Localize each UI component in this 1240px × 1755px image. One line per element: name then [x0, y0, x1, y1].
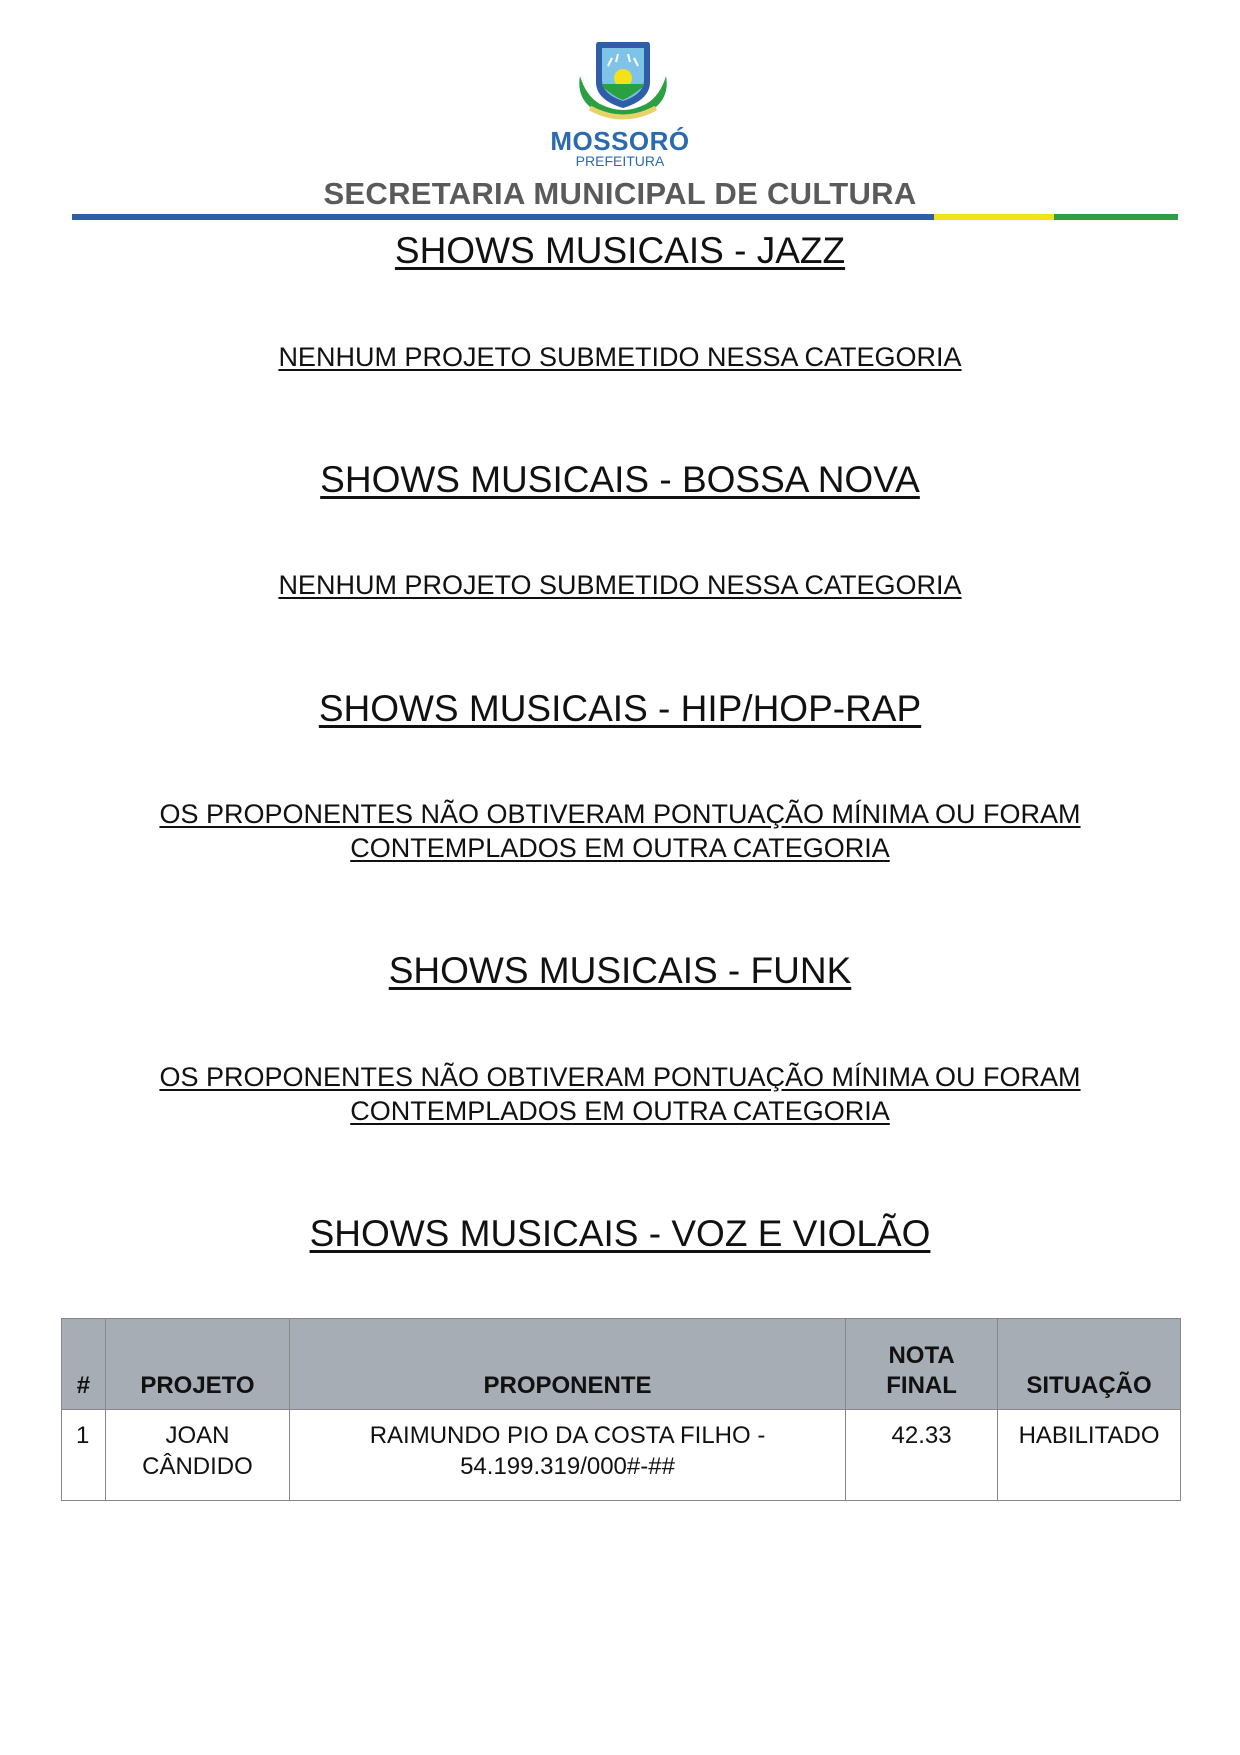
- column-header-projeto: PROJETO: [105, 1319, 289, 1410]
- column-header-proponente: PROPONENTE: [289, 1319, 845, 1410]
- section-title-voz-e-violao: SHOWS MUSICAIS - VOZ E VIOLÃO: [309, 1213, 931, 1254]
- section-title-hip-hop-rap: SHOWS MUSICAIS - HIP/HOP-RAP: [318, 688, 922, 729]
- header-rule-green: [1054, 214, 1178, 220]
- section-title-bossa-nova: SHOWS MUSICAIS - BOSSA NOVA: [320, 459, 920, 500]
- cell-situacao: HABILITADO: [998, 1410, 1181, 1501]
- mossoro-coat-of-arms-logo: [572, 38, 674, 120]
- column-header-situacao: SITUAÇÃO: [998, 1319, 1181, 1410]
- section-note-funk: OS PROPONENTES NÃO OBTIVERAM PONTUAÇÃO MÍNIMA OU FORAM CONTEMPLADOS EM OUTRA CATEGORIA: [159, 1062, 1081, 1126]
- brand-subtitle: PREFEITURA: [575, 153, 665, 169]
- cell-number: 1: [62, 1410, 106, 1501]
- page-header: [0, 0, 1240, 230]
- column-header-nota-final: NOTA FINAL: [846, 1319, 998, 1410]
- header-rule-blue: [72, 214, 934, 220]
- section-title-jazz: SHOWS MUSICAIS - JAZZ: [394, 230, 846, 271]
- brand-name: MOSSORÓ: [550, 126, 690, 156]
- results-table: [61, 1318, 1181, 1501]
- cell-projeto: JOAN CÂNDIDO: [105, 1410, 289, 1501]
- section-note-hip-hop-rap: OS PROPONENTES NÃO OBTIVERAM PONTUAÇÃO MÍNIMA OU FORAM CONTEMPLADOS EM OUTRA CATEGORIA: [159, 799, 1081, 863]
- cell-nota-final: 42.33: [846, 1410, 998, 1501]
- table-header-row: [62, 1319, 1181, 1410]
- header-rule-yellow: [934, 214, 1054, 220]
- table-row: [62, 1410, 1181, 1501]
- section-note-jazz: NENHUM PROJETO SUBMETIDO NESSA CATEGORIA: [278, 342, 962, 372]
- column-header-number: #: [62, 1319, 106, 1410]
- department-title: SECRETARIA MUNICIPAL DE CULTURA: [323, 176, 917, 211]
- cell-proponente: RAIMUNDO PIO DA COSTA FILHO - 54.199.319/000#-##: [289, 1410, 845, 1501]
- section-note-bossa-nova: NENHUM PROJETO SUBMETIDO NESSA CATEGORIA: [278, 570, 962, 600]
- section-title-funk: SHOWS MUSICAIS - FUNK: [388, 950, 852, 991]
